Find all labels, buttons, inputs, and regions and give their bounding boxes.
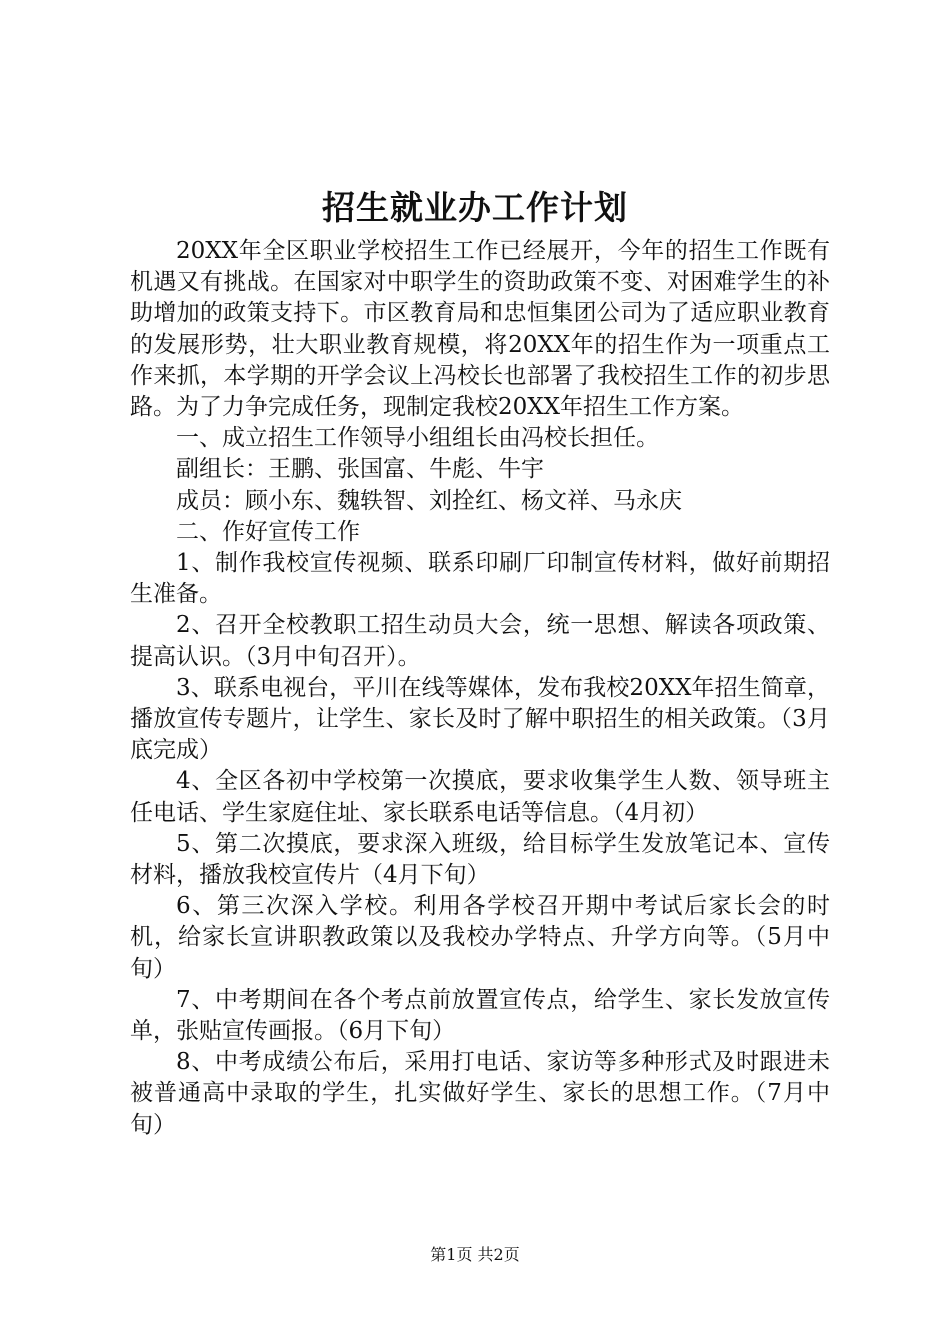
paragraph-members: 成员：顾小东、魏轶智、刘拴红、杨文祥、马永庆 [176,487,682,514]
paragraph-item-2: 2、召开全校教职工招生动员大会，统一思想、解读各项政策、提高认识。（3月中旬召开）。 [130,612,830,670]
paragraph-item-6: 6、第三次深入学校。利用各学校召开期中考试后家长会的时机，给家长宣讲职教政策以及我校办学特点、升学方向等。（5月中旬） [130,893,830,982]
paragraph-item-8: 8、中考成绩公布后，采用打电话、家访等多种形式及时跟进未被普通高中录取的学生，扎实做好学生、家长的思想工作。（7月中旬） [130,1049,830,1138]
paragraph-item-1: 1、制作我校宣传视频、联系印刷厂印制宣传材料，做好前期招生准备。 [130,550,830,608]
page-footer: 第1页 共2页 [430,1245,520,1264]
paragraph-item-4: 4、全区各初中学校第一次摸底，要求收集学生人数、领导班主任电话、学生家庭住址、家长联系电话等信息。（4月初） [130,768,830,826]
document-title: 招生就业办工作计划 [322,188,628,227]
document-body [130,236,830,1141]
paragraph-item-3: 3、联系电视台，平川在线等媒体，发布我校20XX年招生简章，播放宣传专题片，让学生、家长及时了解中职招生的相关政策。（3月底完成） [130,674,830,764]
paragraph-deputy-leaders: 副组长：王鹏、张国富、牛彪、牛宇 [176,456,544,483]
paragraph-section-1: 一、成立招生工作领导小组组长由冯校长担任。 [176,425,659,452]
paragraph-intro: 20XX年全区职业学校招生工作已经展开，今年的招生工作既有机遇又有挑战。在国家对中职学生的资助政策不变、对困难学生的补助增加的政策支持下。市区教育局和忠恒集团公司为了适应职业教育的发展形势，壮大职业教育规模，将20XX年的招生作为一项重点工作来抓，本学期的开学会议上冯校长也部署了我校招生工作的初步思路。为了力争完成任务，现制定我校20XX年招生工作方案。 [130,238,830,421]
paragraph-section-2: 二、作好宣传工作 [176,518,360,545]
paragraph-item-7: 7、中考期间在各个考点前放置宣传点，给学生、家长发放宣传单，张贴宣传画报。（6月下旬） [130,986,830,1045]
paragraph-item-5: 5、第二次摸底，要求深入班级，给目标学生发放笔记本、宣传材料，播放我校宣传片（4月下旬） [130,830,830,889]
